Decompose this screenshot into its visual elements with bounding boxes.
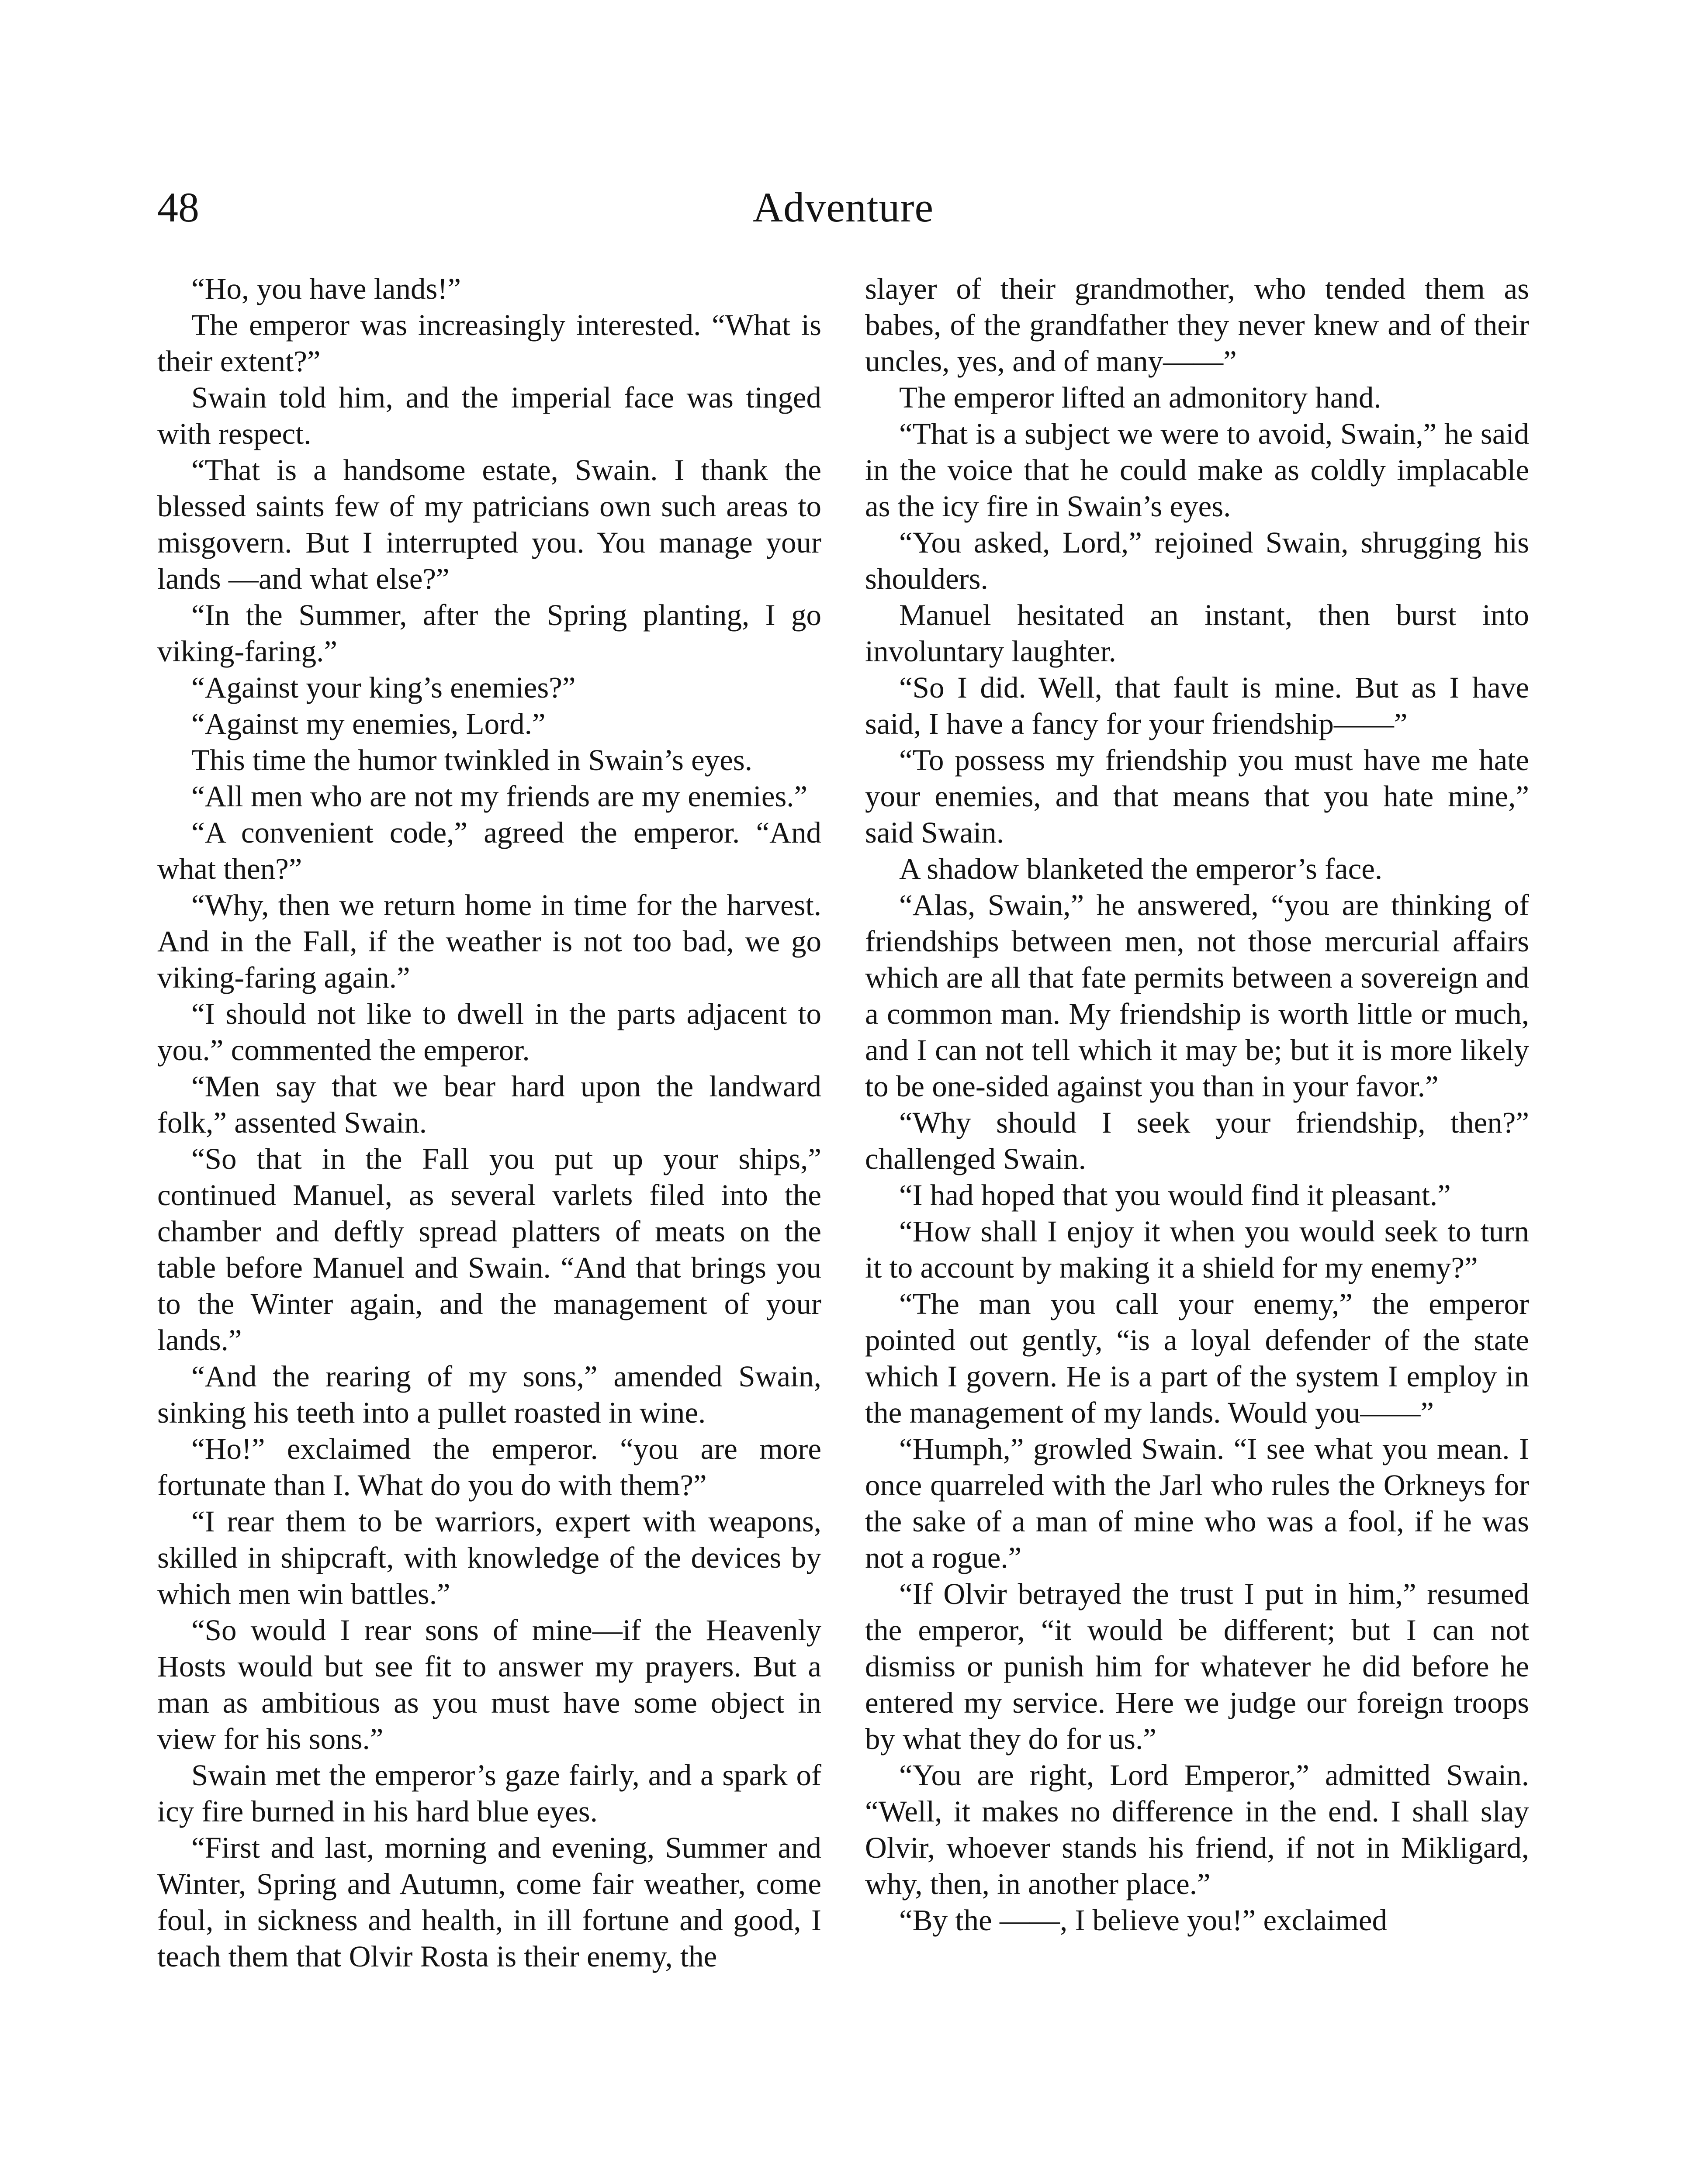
paragraph: “All men who are not my friends are my enemies.” [191, 780, 808, 813]
paragraph: “Men say that we bear hard upon the landward folk,” assented Swain. [157, 1070, 821, 1139]
paragraph: A shadow blanketed the emperor’s face. [899, 852, 1383, 885]
paragraph: “That is a subject we were to avoid, Swain,” he said in the voice that he could make as coldly implacable as the icy fire in Swain’s eyes. [865, 417, 1529, 523]
paragraph: “That is a handsome estate, Swain. I thank the blessed saints few of my patricians own such areas to misgovern. But I interrupted you. You manage your lands —and what else?” [157, 453, 821, 595]
paragraph: “So would I rear sons of mine—if the Heavenly Hosts would but see fit to answer my prayers. But a man as ambitious as you must have some object in view for his sons.” [157, 1614, 821, 1755]
paragraph: “You are right, Lord Emperor,” admitted Swain. “Well, it makes no difference in the end. I shall slay Olvir, whoever stands his friend, if not in Mikligard, why, then, in another place.” [865, 1759, 1529, 1901]
paragraph: This time the humor twinkled in Swain’s eyes. [191, 743, 753, 777]
paragraph: “If Olvir betrayed the trust I put in him,” resumed the emperor, “it would be different; but I can not dismiss or punish him for whatever he did before he entered my service. Here we judge our foreign troops by what they do for us.” [865, 1577, 1529, 1755]
paragraph: “To possess my friendship you must have me hate your enemies, and that means that you hate mine,” said Swain. [865, 743, 1529, 849]
paragraph: “By the ——, I believe you!” exclaimed [899, 1904, 1388, 1937]
paragraph: “Why should I seek your friendship, then?” challenged Swain. [865, 1106, 1529, 1175]
paragraph: “So I did. Well, that fault is mine. But as I have said, I have a fancy for your friendship——” [865, 671, 1529, 740]
paragraph: “A convenient code,” agreed the emperor. “And what then?” [157, 816, 821, 885]
paragraph: “Why, then we return home in time for the harvest. And in the Fall, if the weather is not too bad, we go viking-faring again.” [157, 888, 821, 994]
paragraph: “You asked, Lord,” rejoined Swain, shrugging his shoulders. [865, 526, 1529, 595]
paragraph: “Humph,” growled Swain. “I see what you mean. I once quarreled with the Jarl who rules the Orkneys for the sake of a man of mine who was a fool, if he was not a rogue.” [865, 1432, 1529, 1574]
paragraph: “First and last, morning and evening, Summer and Winter, Spring and Autumn, come fair weather, come foul, in sickness and health, in ill fortune and good, I teach them that Olvir Rosta is their enemy, the [157, 1831, 821, 1973]
paragraph: “Alas, Swain,” he answered, “you are thinking of friendships between men, not those mercurial affairs which are all that fate permits between a sovereign and a common man. My friendship is worth little or much, and I can not tell which it may be; but it is more likely to be one-sided against you than in your favor.” [865, 888, 1529, 1103]
paragraph: Manuel hesitated an instant, then burst into involuntary laughter. [865, 598, 1529, 668]
continued-paragraph: slayer of their grandmother, who tended them as babes, of the grandfather they never knew and of their uncles, yes, and of many——” [865, 272, 1529, 378]
paragraph: “I should not like to dwell in the parts adjacent to you.” commented the emperor. [157, 997, 821, 1067]
paragraph: “Ho!” exclaimed the emperor. “you are more fortunate than I. What do you do with them?” [157, 1432, 821, 1502]
page-number: 48 [157, 184, 199, 231]
paragraph: “Against my enemies, Lord.” [191, 707, 546, 740]
paragraph: “And the rearing of my sons,” amended Swain, sinking his teeth into a pullet roasted in wine. [157, 1360, 821, 1429]
paragraph: “I rear them to be warriors, expert with weapons, skilled in shipcraft, with knowledge of the devices by which men win battles.” [157, 1505, 821, 1610]
left-text-column [157, 271, 821, 2184]
page-header [157, 177, 1529, 238]
paragraph: The emperor lifted an admonitory hand. [899, 381, 1381, 414]
right-text-column [865, 271, 1529, 2184]
paragraph: “I had hoped that you would find it pleasant.” [899, 1178, 1451, 1212]
paragraph: “How shall I enjoy it when you would seek to turn it to account by making it a shield for my enemy?” [865, 1215, 1529, 1284]
paragraph: Swain met the emperor’s gaze fairly, and a spark of icy fire burned in his hard blue eyes. [157, 1759, 821, 1828]
paragraph: “So that in the Fall you put up your ships,” continued Manuel, as several varlets filed into the chamber and deftly spread platters of meats on the table before Manuel and Swain. “And that brings you to the Winter again, and the management of your lands.” [157, 1142, 821, 1357]
paragraph: “In the Summer, after the Spring planting, I go viking-faring.” [157, 598, 821, 668]
running-title: Adventure [752, 184, 934, 231]
paragraph: The emperor was increasingly interested. “What is their extent?” [157, 308, 821, 378]
paragraph: “The man you call your enemy,” the emperor pointed out gently, “is a loyal defender of the state which I govern. He is a part of the system I employ in the management of my lands. Would you——” [865, 1287, 1529, 1429]
paragraph: Swain told him, and the imperial face was tinged with respect. [157, 381, 821, 450]
paragraph: “Ho, you have lands!” [191, 272, 461, 305]
paragraph: “Against your king’s enemies?” [191, 671, 576, 704]
